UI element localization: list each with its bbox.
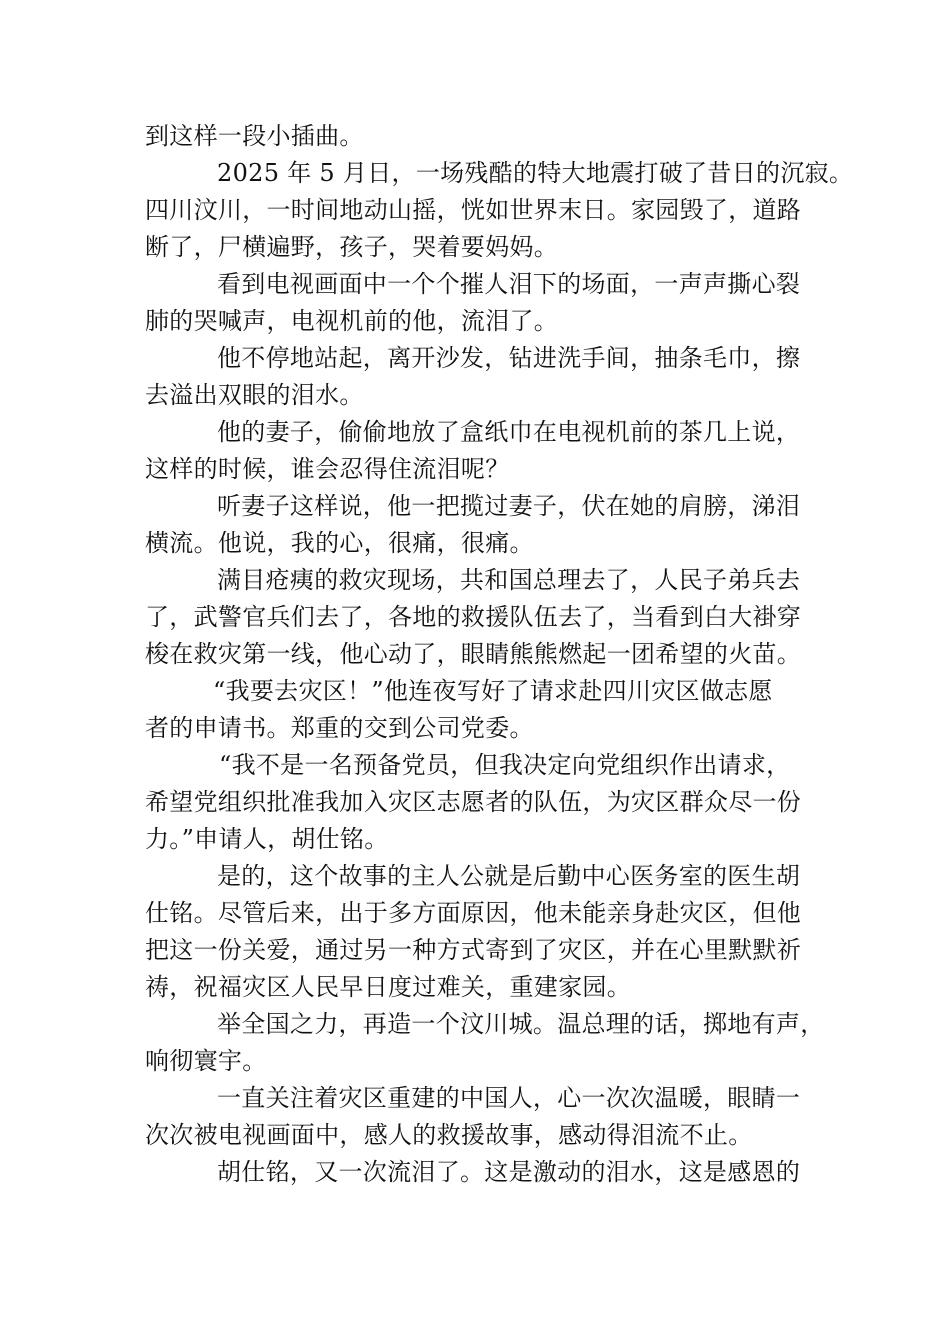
text-line: 把这一份关爱，通过另一种方式寄到了灾区，并在心里默默祈 (145, 936, 802, 964)
paragraph-first-line: 一直关注着灾区重建的中国人，心一次次温暖，眼睛一 (217, 1084, 801, 1112)
text-line: 者的申请书。郑重的交到公司党委。 (145, 714, 534, 742)
text-line: 仕铭。尽管后来，出于多方面原因，他未能亲身赴灾区，但他 (145, 899, 802, 927)
text-line: 祷，祝福灾区人民早日度过难关，重建家园。 (145, 973, 631, 1001)
paragraph-first-line: 满目疮痍的救灾现场，共和国总理去了，人民子弟兵去 (217, 566, 801, 594)
text-line: 去溢出双眼的泪水。 (145, 381, 364, 409)
text-line: 次次被电视画面中，感人的救援故事，感动得泪流不止。 (145, 1121, 753, 1149)
text-line: 四川汶川，一时间地动山摇，恍如世界末日。家园毁了，道路 (145, 196, 802, 224)
text-line: 断了，尸横遍野，孩子，哭着要妈妈。 (145, 233, 559, 261)
paragraph-first-line: “我要去灾区！”他连夜写好了请求赴四川灾区做志愿 (213, 677, 773, 705)
paragraph-first-line: 他不停地站起，离开沙发，钻进洗手间，抽条毛巾，擦 (217, 344, 801, 372)
text-line: 了，武警官兵们去了，各地的救援队伍去了，当看到白大褂穿 (145, 603, 802, 631)
paragraph-first-line: 胡仕铭，又一次流泪了。这是激动的泪水，这是感恩的 (217, 1158, 801, 1186)
paragraph-first-line: 看到电视画面中一个个摧人泪下的场面，一声声撕心裂 (217, 270, 801, 298)
paragraph-first-line: “我不是一名预备党员，但我决定向党组织作出请求， (219, 751, 791, 779)
text-line: 希望党组织批准我加入灾区志愿者的队伍，为灾区群众尽一份 (145, 788, 802, 816)
text-line: 力。”申请人，胡仕铭。 (145, 825, 389, 853)
text-line: 这样的时候，谁会忍得住流泪呢？ (145, 455, 510, 483)
text-line: 梭在救灾第一线，他心动了，眼睛熊熊燃起一团希望的火苗。 (145, 640, 802, 668)
text-line: 肺的哭喊声，电视机前的他，流泪了。 (145, 307, 559, 335)
paragraph-first-line: 听妻子这样说，他一把揽过妻子，伏在她的肩膀，涕泪 (217, 492, 801, 520)
text-line: 到这样一段小插曲。 (145, 122, 364, 150)
paragraph-first-line: 他的妻子，偷偷地放了盒纸巾在电视机前的茶几上说， (217, 418, 801, 446)
paragraph-first-line: 是的，这个故事的主人公就是后勤中心医务室的医生胡 (217, 862, 801, 890)
text-line: 响彻寰宇。 (145, 1047, 267, 1075)
paragraph-first-line: 举全国之力，再造一个汶川城。温总理的话，掷地有声， (217, 1010, 825, 1038)
text-line: 横流。他说，我的心，很痛，很痛。 (145, 529, 534, 557)
article-body (145, 118, 854, 1191)
paragraph-first-line: 2025 年 5 月日，一场残酷的特大地震打破了昔日的沉寂。 (217, 159, 854, 187)
